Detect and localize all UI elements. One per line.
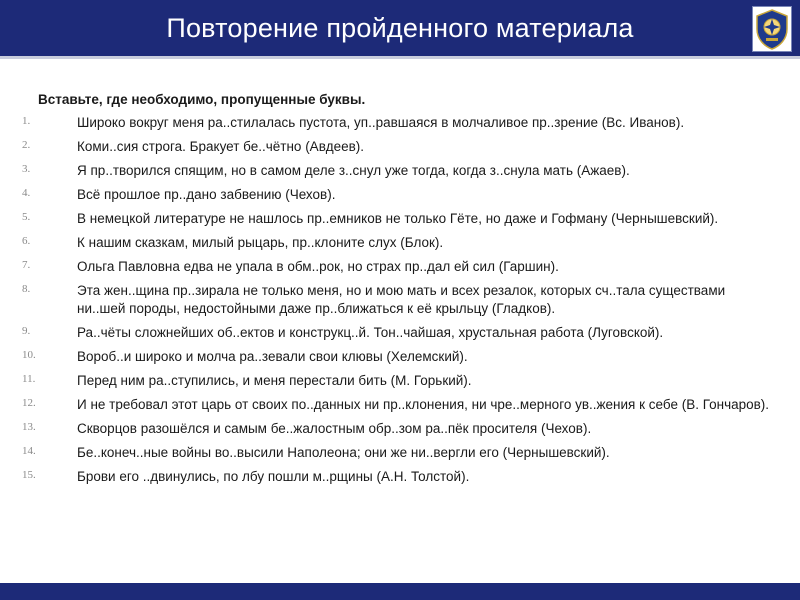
list-item-number: 15. <box>22 469 36 481</box>
list-item-number: 2. <box>22 139 31 151</box>
list-item <box>0 348 800 366</box>
exercise-list <box>0 114 800 492</box>
list-item <box>0 396 800 414</box>
list-item-text: Всё прошлое пр..дано забвению (Чехов). <box>77 187 336 202</box>
list-item <box>0 258 800 276</box>
list-item <box>0 420 800 438</box>
list-item-number: 9. <box>22 325 31 337</box>
list-item-number: 13. <box>22 421 36 433</box>
list-item-number: 7. <box>22 259 31 271</box>
list-item-text: Перед ним ра..ступились, и меня перестали бить (М. Горький). <box>77 373 472 388</box>
list-item-number: 10. <box>22 349 36 361</box>
list-item-text: Широко вокруг меня ра..стилалась пустота, уп..равшаяся в молчаливое пр..зрение (Вс. Иванов). <box>77 115 685 130</box>
list-item-number: 8. <box>22 283 31 295</box>
list-item-text: Я пр..творился спящим, но в самом деле з..снул уже тогда, когда з..снула мать (Ажаев). <box>77 163 630 178</box>
task-instruction: Вставьте, где необходимо, пропущенные буквы. <box>38 92 366 107</box>
list-item <box>0 186 800 204</box>
list-item <box>0 210 800 228</box>
list-item-text: Вороб..и широко и молча ра..зевали свои клювы (Хелемский). <box>77 349 468 364</box>
list-item-text: Скворцов разошёлся и самым бе..жалостным обр..зом ра..пёк просителя (Чехов). <box>77 421 592 436</box>
list-item-number: 1. <box>22 115 31 127</box>
list-item <box>0 444 800 462</box>
list-item-number: 3. <box>22 163 31 175</box>
list-item-number: 6. <box>22 235 31 247</box>
slide-header <box>0 0 800 59</box>
list-item-number: 12. <box>22 397 36 409</box>
list-item <box>0 138 800 156</box>
coat-of-arms-emblem-icon <box>752 6 792 52</box>
list-item-number: 4. <box>22 187 31 199</box>
list-item-number: 11. <box>22 373 36 385</box>
list-item-text: Ра..чёты сложнейших об..ектов и конструкц..й. Тон..чайшая, хрустальная работа (Луговской). <box>77 325 664 340</box>
list-item <box>0 324 800 342</box>
list-item <box>0 282 800 318</box>
list-item-text: И не требовал этот царь от своих по..данных ни пр..клонения, ни чре..мерного ув..жения к себе (В. Гончаров). <box>77 397 770 412</box>
list-item-text: Коми..сия строга. Бракует бе..чётно (Авдеев). <box>77 139 365 154</box>
list-item <box>0 114 800 132</box>
list-item <box>0 468 800 486</box>
list-item-text: К нашим сказкам, милый рыцарь, пр..клоните слух (Блок). <box>77 235 444 250</box>
list-item-text: В немецкой литературе не нашлось пр..емников не только Гёте, но даже и Гофману (Чернышевский). <box>77 211 719 226</box>
list-item-text: Бе..конеч..ные войны во..высили Наполеона; они же ни..вергли его (Чернышевский). <box>77 445 610 460</box>
list-item-number: 5. <box>22 211 31 223</box>
slide-footer-bar <box>0 583 800 600</box>
list-item <box>0 372 800 390</box>
list-item-number: 14. <box>22 445 36 457</box>
list-item-text: Брови его ..двинулись, по лбу пошли м..рщины (А.Н. Толстой). <box>77 469 470 484</box>
list-item <box>0 234 800 252</box>
list-item-text: Ольга Павловна едва не упала в обм..рок, но страх пр..дал ей сил (Гаршин). <box>77 259 559 274</box>
list-item-text: Эта жен..щина пр..зирала не только меня, но и мою мать и всех резалок, которых сч..тала существами ни..шей породы, недостойными даже пр..ближаться к её крыльцу (Гладков). <box>77 283 726 316</box>
list-item <box>0 162 800 180</box>
slide-title: Повторение пройденного материала <box>166 13 634 43</box>
